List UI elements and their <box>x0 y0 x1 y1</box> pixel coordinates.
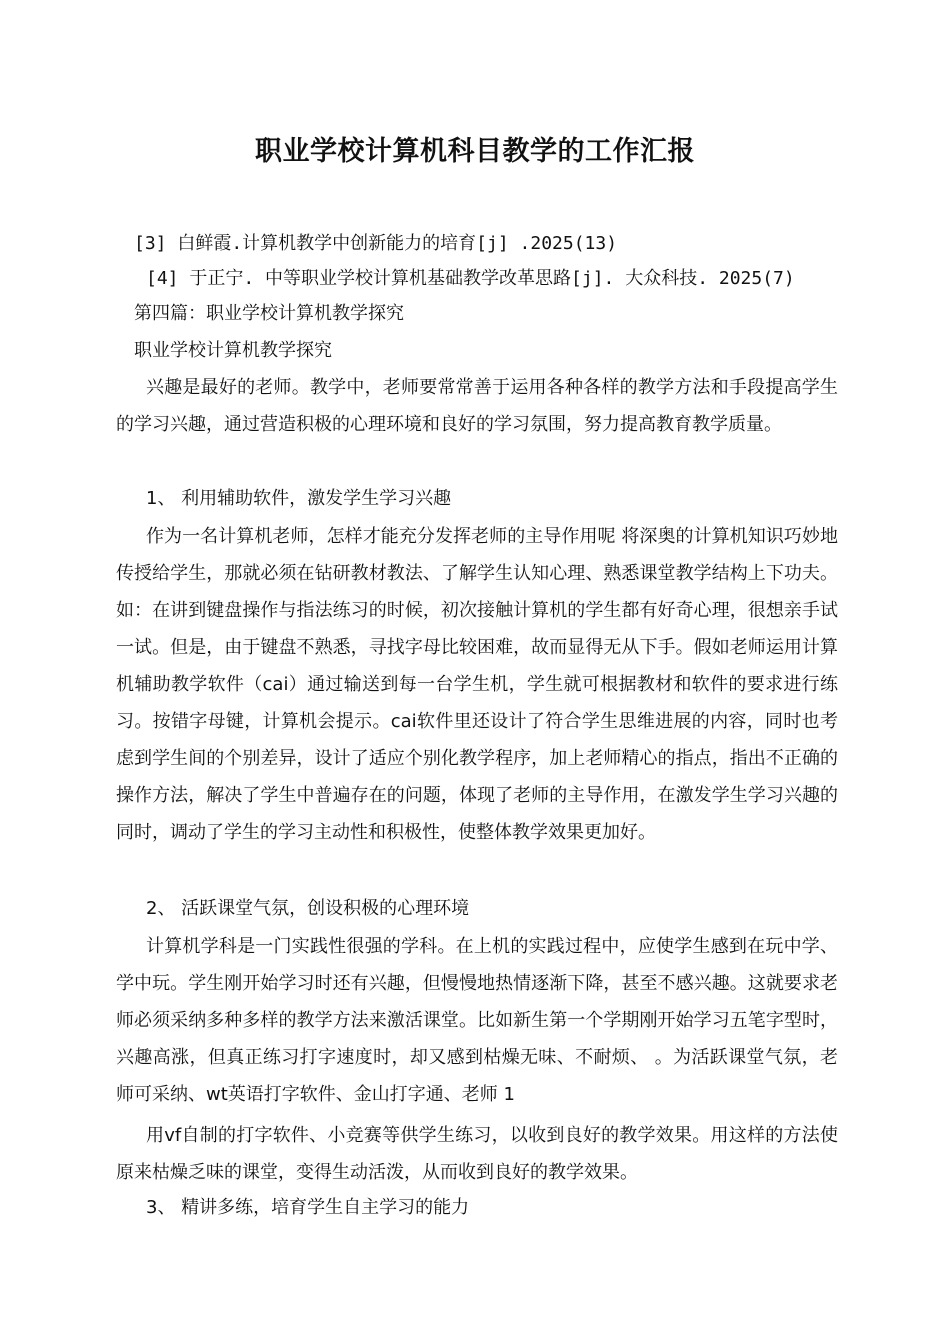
section-heading-3: 3、 精讲多练，培育学生自主学习的能力 <box>146 1197 470 1218</box>
reference-4: [4] 于正宁. 中等职业学校计算机基础教学改革思路[j]. 大众科技. 2025(7) <box>146 268 795 289</box>
section-body-2-continued: 用vf自制的打字软件、小竞赛等供学生练习，以收到良好的教学效果。用这样的方法使原来枯燥乏味的课堂，变得生动活泼，从而收到良好的教学效果。 <box>116 1125 838 1183</box>
section-body-2: 计算机学科是一门实践性很强的学科。在上机的实践过程中，应使学生感到在玩中学、学中玩。学生刚开始学习时还有兴趣，但慢慢地热情逐渐下降，甚至不感兴趣。这就要求老师必须采纳多种多样的教学方法来激活课堂。比如新生第一个学期刚开始学习五笔字型时，兴趣高涨，但真正练习打字速度时，却又感到枯燥无味、不耐烦、 。为活跃课堂气氛，老师可采纳、wt英语打字软件、金山打字通、老师 1 <box>116 936 838 1105</box>
page-title: 职业学校计算机科目教学的工作汇报 <box>255 136 695 167</box>
chapter-heading: 第四篇：职业学校计算机教学探究 <box>134 303 404 324</box>
section-body-1: 作为一名计算机老师，怎样才能充分发挥老师的主导作用呢 将深奥的计算机知识巧妙地传授给学生，那就必须在钻研教材教法、了解学生认知心理、熟悉课堂教学结构上下功夫。如：在讲到键盘操作与指法练习的时候，初次接触计算机的学生都有好奇心理，很想亲手试一试。但是，由于键盘不熟悉，寻找字母比较困难，故而显得无从下手。假如老师运用计算机辅助教学软件（cai）通过输送到每一台学生机，学生就可根据教材和软件的要求进行练习。按错字母键，计算机会提示。cai软件里还设计了符合学生思维进展的内容，同时也考虑到学生间的个别差异，设计了适应个别化教学程序，加上老师精心的指点，指出不正确的操作方法，解决了学生中普遍存在的问题，体现了老师的主导作用，在激发学生学习兴趣的同时，调动了学生的学习主动性和积极性，使整体教学效果更加好。 <box>116 526 838 843</box>
section-heading-1: 1、 利用辅助软件，激发学生学习兴趣 <box>146 488 452 509</box>
section-heading-2: 2、 活跃课堂气氛，创设积极的心理环境 <box>146 898 470 919</box>
intro-paragraph: 兴趣是最好的老师。教学中，老师要常常善于运用各种各样的教学方法和手段提高学生的学习兴趣，通过营造积极的心理环境和良好的学习氛围，努力提高教育教学质量。 <box>116 377 838 435</box>
reference-3: [3] 白鲜霞.计算机教学中创新能力的培育[j] .2025(13) <box>134 233 618 254</box>
article-subtitle: 职业学校计算机教学探究 <box>134 340 332 361</box>
